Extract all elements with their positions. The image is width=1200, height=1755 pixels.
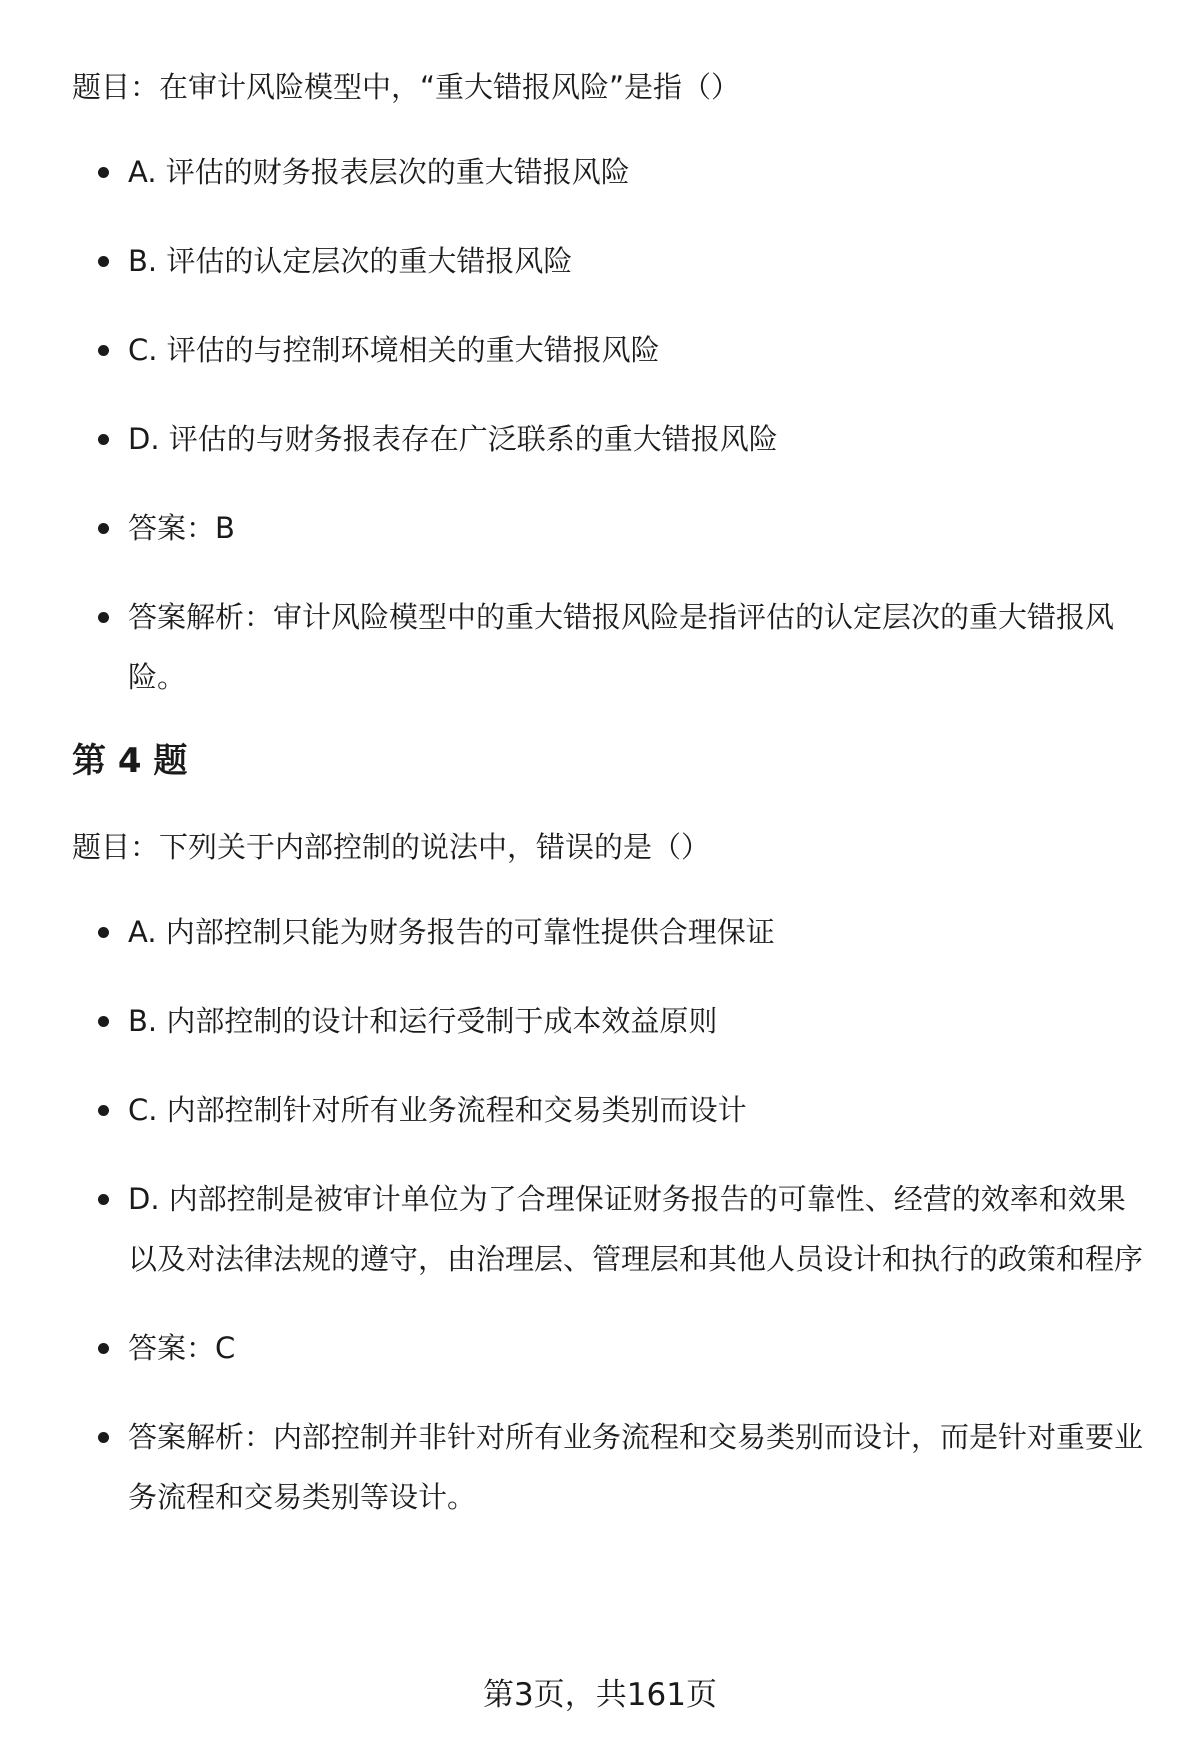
q3-option-a: A. 评估的财务报表层次的重大错报风险	[72, 142, 1152, 202]
q4-item-list	[72, 902, 1152, 1527]
q4-answer: 答案：C	[72, 1318, 1152, 1378]
q4-option-b: B. 内部控制的设计和运行受制于成本效益原则	[72, 991, 1152, 1051]
q3-explanation: 答案解析：审计风险模型中的重大错报风险是指评估的认定层次的重大错报风险。	[72, 587, 1152, 707]
q3-stem: 题目：在审计风险模型中，“重大错报风险”是指（）	[72, 70, 741, 104]
q3-option-b: B. 评估的认定层次的重大错报风险	[72, 231, 1152, 291]
q3-option-c: C. 评估的与控制环境相关的重大错报风险	[72, 320, 1152, 380]
q4-heading: 第 4 题	[72, 741, 188, 781]
q3-answer: 答案：B	[72, 498, 1152, 558]
q4-option-c: C. 内部控制针对所有业务流程和交易类别而设计	[72, 1080, 1152, 1140]
q3-item-list	[72, 142, 1152, 707]
q3-option-d: D. 评估的与财务报表存在广泛联系的重大错报风险	[72, 409, 1152, 469]
q4-stem: 题目：下列关于内部控制的说法中，错误的是（）	[72, 830, 711, 864]
page-number-footer: 第3页，共161页	[483, 1677, 717, 1713]
q4-option-a: A. 内部控制只能为财务报告的可靠性提供合理保证	[72, 902, 1152, 962]
q4-explanation: 答案解析：内部控制并非针对所有业务流程和交易类别而设计，而是针对重要业务流程和交易类别等设计。	[72, 1407, 1152, 1527]
q4-option-d: D. 内部控制是被审计单位为了合理保证财务报告的可靠性、经营的效率和效果以及对法律法规的遵守，由治理层、管理层和其他人员设计和执行的政策和程序	[72, 1169, 1152, 1289]
page-content	[72, 62, 1152, 1556]
